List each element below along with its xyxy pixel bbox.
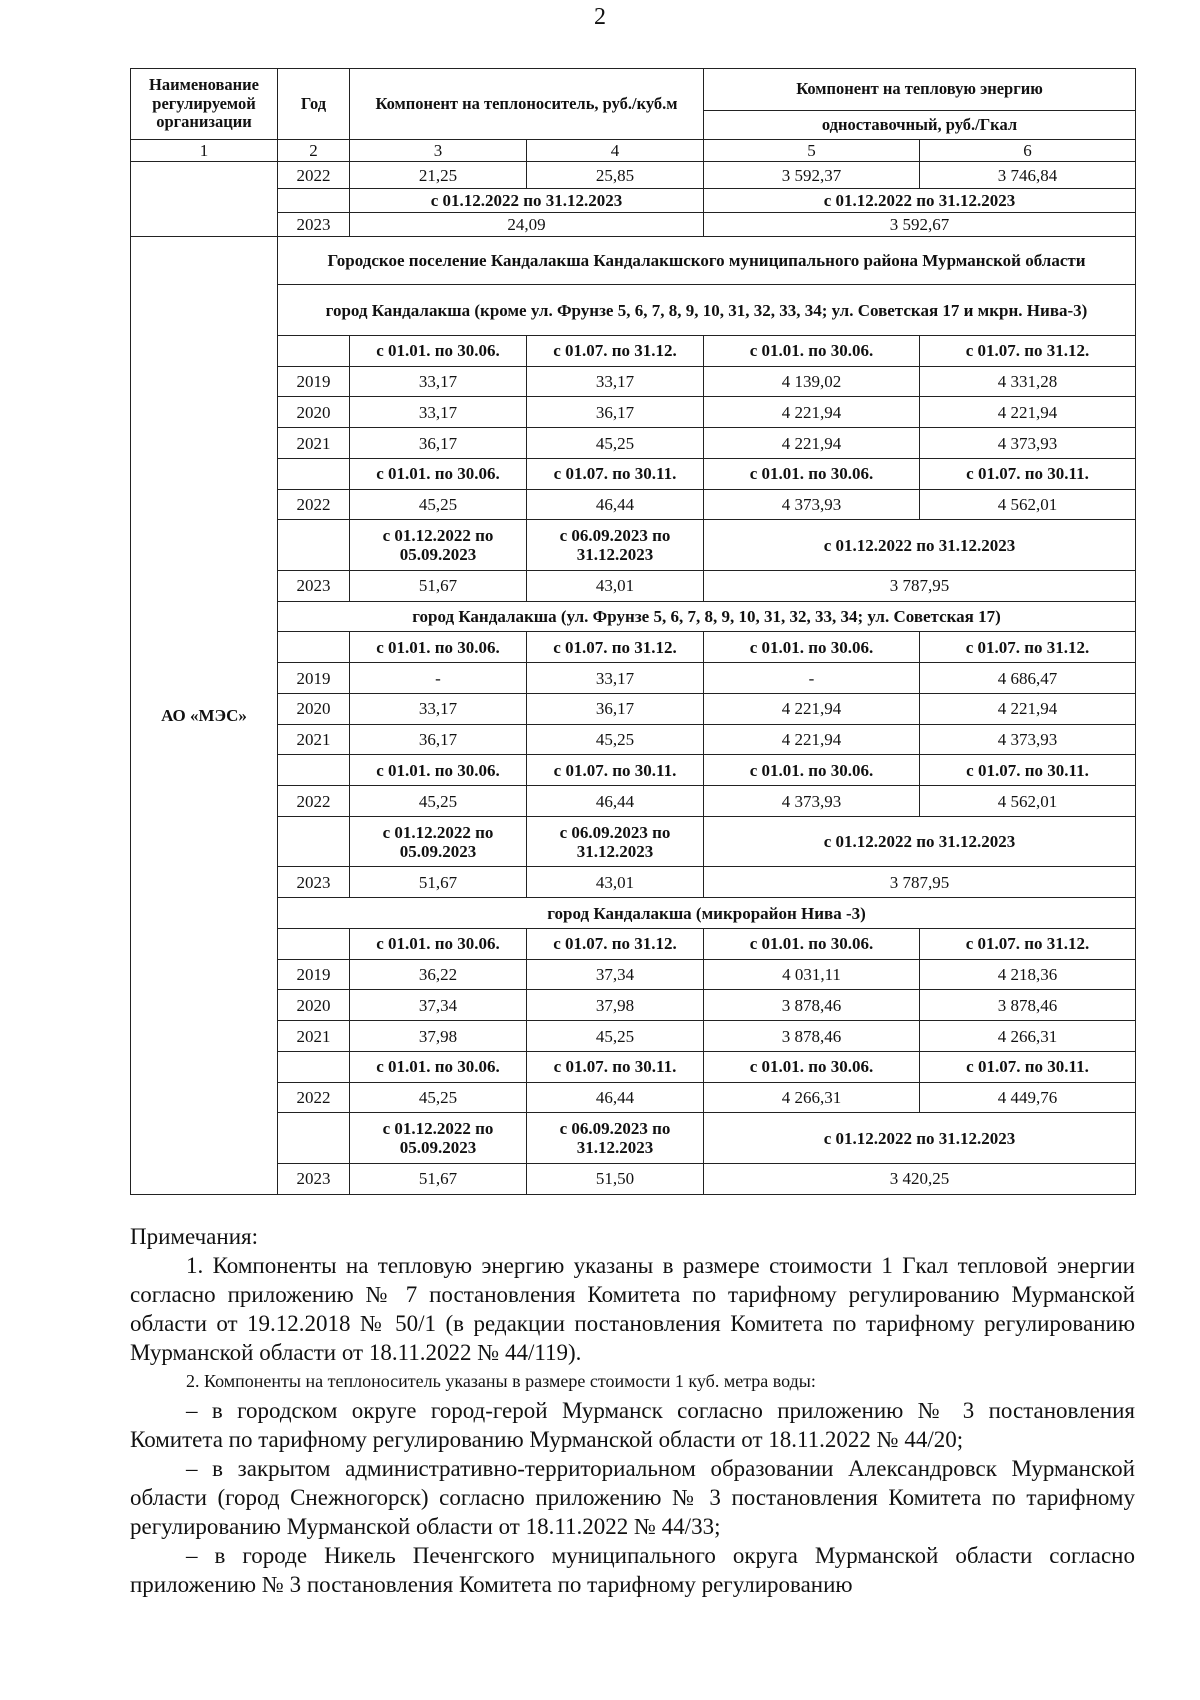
value-cell: 45,25 [527, 428, 704, 459]
notes-heading: Примечания: [130, 1224, 258, 1249]
value-cell: 4 139,02 [704, 366, 920, 397]
value-cell: 4 373,93 [920, 428, 1136, 459]
period-cell: с 01.01. по 30.06. [350, 1051, 527, 1082]
period-cell: с 01.01. по 30.06. [350, 928, 527, 959]
period-cell: с 01.12.2022 по 31.12.2023 [704, 520, 1136, 571]
table-row [131, 693, 1136, 724]
value-cell: 36,17 [527, 693, 704, 724]
note-bullet: – в городе Никель Печенгского муниципального округа Мурманской области согласно приложению № 3 постановления Комитета по тарифному регулированию [130, 1543, 1135, 1597]
value-cell: 46,44 [527, 786, 704, 817]
period-cell: с 01.01. по 30.06. [704, 335, 920, 366]
table-row [131, 1163, 1136, 1194]
value-cell: 33,17 [527, 663, 704, 694]
value-cell: 45,25 [527, 1021, 704, 1052]
period-cell: с 01.12.2022 по 31.12.2023 [350, 188, 704, 212]
value-cell: 46,44 [527, 1082, 704, 1113]
period-cell: с 01.07. по 30.11. [527, 755, 704, 786]
period-header-row [131, 1051, 1136, 1082]
period-cell: с 01.01. по 30.06. [704, 632, 920, 663]
org-header: Наименование регулируемой организации [131, 69, 278, 140]
period-cell: с 01.07. по 30.11. [527, 458, 704, 489]
year-cell: 2022 [278, 1082, 350, 1113]
period-cell: с 06.09.2023 по 31.12.2023 [527, 1113, 704, 1164]
table-row [131, 366, 1136, 397]
year-cell: 2021 [278, 724, 350, 755]
period-cell: с 01.07. по 31.12. [527, 335, 704, 366]
value-cell: 4 221,94 [920, 693, 1136, 724]
period-header-row [131, 335, 1136, 366]
value-cell: 45,25 [350, 489, 527, 520]
table-row [131, 188, 1136, 212]
value-cell: 33,17 [350, 366, 527, 397]
period-cell: с 01.07. по 31.12. [920, 928, 1136, 959]
period-cell: с 01.07. по 30.11. [920, 755, 1136, 786]
year-cell: 2022 [278, 489, 350, 520]
blank-cell [278, 928, 350, 959]
value-cell: 33,17 [350, 693, 527, 724]
value-cell: 36,17 [350, 428, 527, 459]
table-row [131, 162, 1136, 188]
value-cell: 37,34 [350, 990, 527, 1021]
column-number: 1 [131, 140, 278, 162]
page-number: 2 [594, 4, 606, 30]
value-cell: 4 221,94 [704, 693, 920, 724]
period-cell: с 01.12.2022 по 31.12.2023 [704, 188, 1136, 212]
blank-cell [278, 1051, 350, 1082]
value-cell: 4 031,11 [704, 959, 920, 990]
coolant-header: Компонент на теплоноситель, руб./куб.м [350, 69, 704, 140]
value-cell: 4 221,94 [704, 428, 920, 459]
column-number: 3 [350, 140, 527, 162]
value-cell: 4 562,01 [920, 786, 1136, 817]
table-row [131, 959, 1136, 990]
period-cell: с 01.07. по 30.11. [920, 458, 1136, 489]
year-cell: 2023 [278, 570, 350, 601]
period-header-row [131, 816, 1136, 867]
period-header-row [131, 520, 1136, 571]
blank-cell [278, 1113, 350, 1164]
value-cell: 4 221,94 [704, 397, 920, 428]
note-2: 2. Компоненты на теплоноситель указаны в размере стоимости 1 куб. метра воды: [186, 1371, 816, 1391]
table-row [131, 786, 1136, 817]
table-row [131, 428, 1136, 459]
section-title: город Кандалакша (ул. Фрунзе 5, 6, 7, 8, 9, 10, 31, 32, 33, 34; ул. Советская 17) [278, 601, 1136, 632]
tariff-table [130, 68, 1136, 1195]
column-number: 4 [527, 140, 704, 162]
value-cell: 24,09 [350, 212, 704, 236]
value-cell: 37,98 [527, 990, 704, 1021]
period-cell: с 01.07. по 31.12. [920, 335, 1136, 366]
table-row [131, 867, 1136, 898]
value-cell: 3 878,46 [920, 990, 1136, 1021]
value-cell: 36,17 [350, 724, 527, 755]
period-cell: с 01.12.2022 по 05.09.2023 [350, 520, 527, 571]
period-cell: с 01.07. по 30.11. [920, 1051, 1136, 1082]
settlement-title: Городское поселение Кандалакша Кандалакшского муниципального района Мурманской области [278, 237, 1136, 285]
period-cell: с 01.01. по 30.06. [350, 458, 527, 489]
value-cell: 36,22 [350, 959, 527, 990]
value-cell: 3 420,25 [704, 1163, 1136, 1194]
table-row [131, 212, 1136, 236]
value-cell: 51,67 [350, 570, 527, 601]
table-row [131, 1082, 1136, 1113]
year-cell: 2019 [278, 366, 350, 397]
blank-cell [131, 162, 278, 237]
table-row [131, 990, 1136, 1021]
year-cell: 2022 [278, 162, 350, 188]
year-cell: 2020 [278, 397, 350, 428]
value-cell: 3 592,67 [704, 212, 1136, 236]
table-row [131, 570, 1136, 601]
period-cell: с 01.07. по 31.12. [920, 632, 1136, 663]
blank-cell [278, 632, 350, 663]
year-cell: 2020 [278, 990, 350, 1021]
year-cell: 2021 [278, 428, 350, 459]
value-cell: - [350, 663, 527, 694]
value-cell: 37,34 [527, 959, 704, 990]
table-row [131, 397, 1136, 428]
value-cell: 21,25 [350, 162, 527, 188]
value-cell: 43,01 [527, 867, 704, 898]
period-header-row [131, 928, 1136, 959]
value-cell: 3 746,84 [920, 162, 1136, 188]
period-cell: с 06.09.2023 по 31.12.2023 [527, 520, 704, 571]
blank-cell [278, 188, 350, 212]
value-cell: 25,85 [527, 162, 704, 188]
year-cell: 2020 [278, 693, 350, 724]
value-cell: 3 787,95 [704, 867, 1136, 898]
period-cell: с 01.12.2022 по 05.09.2023 [350, 1113, 527, 1164]
value-cell: 33,17 [350, 397, 527, 428]
period-header-row [131, 755, 1136, 786]
period-cell: с 01.07. по 30.11. [527, 1051, 704, 1082]
value-cell: 33,17 [527, 366, 704, 397]
value-cell: 4 266,31 [704, 1082, 920, 1113]
value-cell: 46,44 [527, 489, 704, 520]
value-cell: 3 592,37 [704, 162, 920, 188]
period-cell: с 01.01. по 30.06. [704, 928, 920, 959]
period-cell: с 01.01. по 30.06. [350, 632, 527, 663]
value-cell: 3 878,46 [704, 990, 920, 1021]
period-cell: с 01.01. по 30.06. [704, 1051, 920, 1082]
column-number: 6 [920, 140, 1136, 162]
period-cell: с 06.09.2023 по 31.12.2023 [527, 816, 704, 867]
period-header-row [131, 632, 1136, 663]
value-cell: 51,50 [527, 1163, 704, 1194]
column-number: 5 [704, 140, 920, 162]
year-header: Год [278, 69, 350, 140]
value-cell: 4 266,31 [920, 1021, 1136, 1052]
year-cell: 2023 [278, 1163, 350, 1194]
value-cell: 3 787,95 [704, 570, 1136, 601]
year-cell: 2022 [278, 786, 350, 817]
period-cell: с 01.01. по 30.06. [704, 755, 920, 786]
note-bullet: – в закрытом административно-территориальном образовании Александровск Мурманской области (город Снежногорск) согласно приложению № 3 постановления Комитета по тарифному регулированию Мурманской области от 18.11.2022 № 44/33; [130, 1456, 1135, 1539]
value-cell: 4 221,94 [704, 724, 920, 755]
heat-header: Компонент на тепловую энергию [704, 69, 1136, 111]
section-title: город Кандалакша (кроме ул. Фрунзе 5, 6, 7, 8, 9, 10, 31, 32, 33, 34; ул. Советская 17 и мкрн. Нива-3) [278, 285, 1136, 336]
heat-subheader: одноставочный, руб./Гкал [704, 110, 1136, 140]
period-cell: с 01.01. по 30.06. [350, 755, 527, 786]
year-cell: 2023 [278, 867, 350, 898]
value-cell: 51,67 [350, 867, 527, 898]
value-cell: 4 373,93 [704, 786, 920, 817]
period-cell: с 01.07. по 31.12. [527, 632, 704, 663]
note-bullet: – в городском округе город-герой Мурманск согласно приложению № 3 постановления Комитета по тарифному регулированию Мурманской области от 18.11.2022 № 44/20; [130, 1398, 1135, 1452]
value-cell: 43,01 [527, 570, 704, 601]
table-row [131, 724, 1136, 755]
section-title: город Кандалакша (микрорайон Нива -3) [278, 898, 1136, 929]
value-cell: 45,25 [350, 786, 527, 817]
table-row [131, 1021, 1136, 1052]
value-cell: 45,25 [350, 1082, 527, 1113]
table-row [131, 489, 1136, 520]
value-cell: 4 686,47 [920, 663, 1136, 694]
notes [130, 1222, 1135, 1599]
year-cell: 2019 [278, 663, 350, 694]
period-cell: с 01.01. по 30.06. [704, 458, 920, 489]
value-cell: 36,17 [527, 397, 704, 428]
year-cell: 2023 [278, 212, 350, 236]
value-cell: 51,67 [350, 1163, 527, 1194]
value-cell: 3 878,46 [704, 1021, 920, 1052]
value-cell: 4 373,93 [704, 489, 920, 520]
blank-cell [278, 816, 350, 867]
period-cell: с 01.12.2022 по 31.12.2023 [704, 1113, 1136, 1164]
period-header-row [131, 458, 1136, 489]
blank-cell [278, 335, 350, 366]
period-header-row [131, 1113, 1136, 1164]
note-1: 1. Компоненты на тепловую энергию указаны в размере стоимости 1 Гкал тепловой энергии согласно приложению № 7 постановления Комитета по тарифному регулированию Мурманской области от 19.12.2018 № 50/1 (в редакции постановления Комитета по тарифному регулированию Мурманской области от 18.11.2022 № 44/119). [130, 1253, 1135, 1365]
table-row [131, 663, 1136, 694]
value-cell: 4 218,36 [920, 959, 1136, 990]
value-cell: 4 221,94 [920, 397, 1136, 428]
value-cell: - [704, 663, 920, 694]
period-cell: с 01.12.2022 по 05.09.2023 [350, 816, 527, 867]
organization-cell: АО «МЭС» [131, 237, 278, 1195]
value-cell: 4 373,93 [920, 724, 1136, 755]
value-cell: 4 331,28 [920, 366, 1136, 397]
value-cell: 45,25 [527, 724, 704, 755]
blank-cell [278, 755, 350, 786]
period-cell: с 01.01. по 30.06. [350, 335, 527, 366]
period-cell: с 01.12.2022 по 31.12.2023 [704, 816, 1136, 867]
blank-cell [278, 520, 350, 571]
year-cell: 2021 [278, 1021, 350, 1052]
blank-cell [278, 458, 350, 489]
year-cell: 2019 [278, 959, 350, 990]
column-number: 2 [278, 140, 350, 162]
value-cell: 37,98 [350, 1021, 527, 1052]
value-cell: 4 562,01 [920, 489, 1136, 520]
value-cell: 4 449,76 [920, 1082, 1136, 1113]
period-cell: с 01.07. по 31.12. [527, 928, 704, 959]
